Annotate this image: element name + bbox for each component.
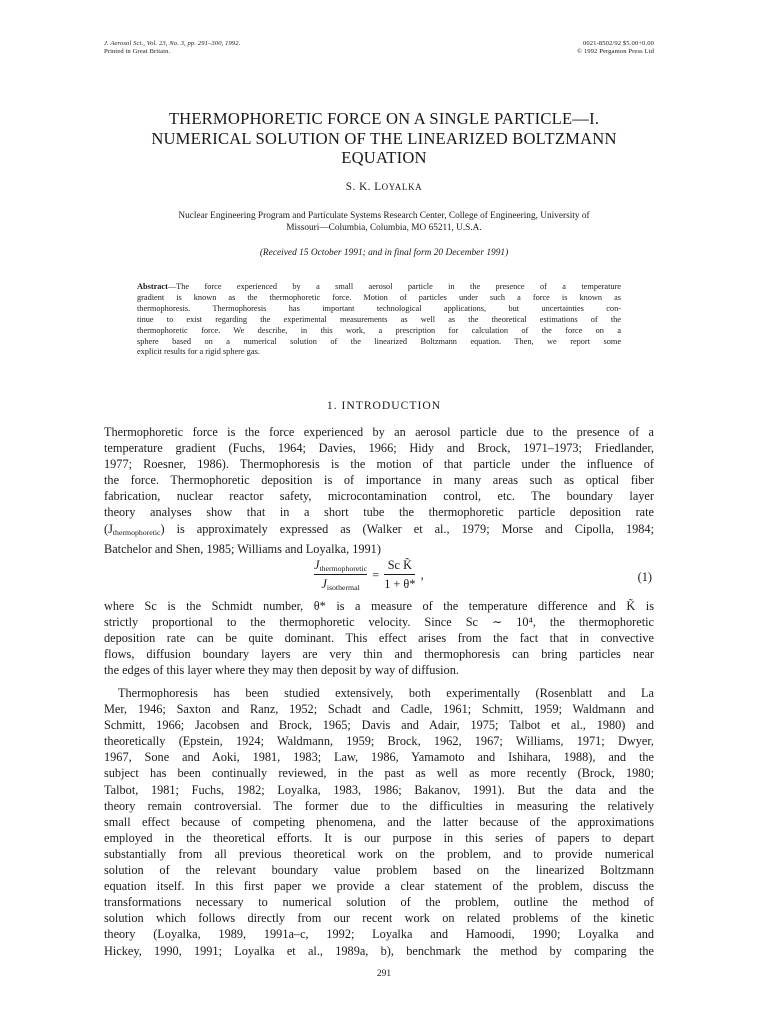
body-line xyxy=(104,521,654,541)
body-line: small effect because of competing phenomena, and the latter because of the approximations xyxy=(104,814,654,829)
title-line: THERMOPHORETIC FORCE ON A SINGLE PARTICLE—I. xyxy=(168,109,600,128)
body-line: deposition rate can be quite dominant. This effect arises from the fact that in convective xyxy=(104,631,654,646)
page-number: 291 xyxy=(376,969,392,979)
body-line: Thermophoresis has been studied extensively, both experimentally (Rosenblatt and La xyxy=(118,686,654,700)
line7-rest: ) is approximately expressed as (Walker et al., 1979; Morse and Cipolla, 1984; xyxy=(160,521,654,536)
abstract-line: thermophoresis. Thermophoresis has important technological applications, but uncertainties con- xyxy=(137,303,621,313)
body-line: Mer, 1946; Saxton and Ranz, 1952; Schadt and Cadle, 1961; Schmitt, 1959; Waldmann and xyxy=(104,702,654,717)
line7-open: (J xyxy=(104,521,113,536)
running-header-left xyxy=(104,40,240,57)
affiliation-line: Nuclear Engineering Program and Particulate Systems Research Center, College of Engineering, University of xyxy=(178,211,590,221)
abstract-label: Abstract xyxy=(137,282,168,291)
body-line: theory analyses show that in a short tube the thermophoretic particle deposition rate xyxy=(104,505,654,520)
equals-sign: = xyxy=(372,567,380,582)
equation-expression xyxy=(314,558,426,592)
body-line: the edges of this layer where they may then deposit by way of diffusion. xyxy=(104,663,459,678)
body-line: Hickey, 1990, 1991; Loyalka et al., 1989a, b), benchmark the method by comparing the xyxy=(104,943,654,958)
abstract-line: gradient is known as the thermophoretic force. Motion of particles under such a force is known as xyxy=(137,292,621,302)
body-line: equation itself. In this first paper we provide a clear statement of the problem, discuss the xyxy=(104,879,654,894)
body-line: theory remain controversial. The former due to the difficulties in measuring the relatively xyxy=(104,798,654,813)
abstract xyxy=(137,282,621,358)
received-dates xyxy=(0,248,768,258)
equation-1 xyxy=(104,558,654,598)
body-line: fabrication, nuclear reactor safety, microcontamination control, etc. The boundary layer xyxy=(104,489,654,504)
body-line: Talbot, 1981; Fuchs, 1982; Loyalka, 1983, 1986; Bakanov, 1991). But the data and the xyxy=(104,782,654,797)
lhs-numerator: $J_{thermophoretic}$ xyxy=(314,558,368,573)
body-line: strictly proportional to the thermophoretic velocity. Since Sc ∼ 10⁴, the thermophoretic xyxy=(104,615,654,630)
rhs-numerator: Sc K̃ xyxy=(384,558,415,575)
body-line: subject has been continually reviewed, in the past as well as more recently (Brock, 1980; xyxy=(104,766,654,781)
affiliation xyxy=(90,210,678,234)
abstract-line: thermophoretic force. We describe, in this work, a prescription for calculation of the force on a xyxy=(137,325,621,335)
rhs-denominator: 1 + θ* xyxy=(384,577,416,591)
issn-price: 0021-8502/92 $5.00+0.00 xyxy=(582,40,654,47)
line7-subscript: thermophoretic xyxy=(112,527,161,537)
body-line: temperature gradient (Fuchs, 1964; Davies, 1966; Hidy and Brock, 1971–1973; Friedlander, xyxy=(104,441,654,456)
body-line: Thermophoretic force is the force experienced by an aerosol particle due to the presence of a xyxy=(104,425,654,439)
received-text: (Received 15 October 1991; and in final form 20 December 1991) xyxy=(259,248,509,258)
title-line: EQUATION xyxy=(341,148,427,167)
abstract-line xyxy=(137,282,621,293)
body-line: Batchelor and Shen, 1985; Williams and Loyalka, 1991) xyxy=(104,541,381,556)
body-line: solution of the relevant boundary value problem based on the linearized Boltzmann xyxy=(104,863,654,878)
equation-number: (1) xyxy=(637,570,652,584)
equation-comma: , xyxy=(420,567,424,582)
abstract-line: sphere based on a numerical solution of the linearized Boltzmann equation. Then, we report some xyxy=(137,336,621,346)
body-line: theory (Loyalka, 1989, 1991a–c, 1992; Loyalka and Hamoodi, 1990; Loyalka and xyxy=(104,927,654,942)
journal-citation: J. Aerosol Sci., Vol. 23, No. 3, pp. 291–300, 1992. xyxy=(104,40,241,47)
paragraph-2 xyxy=(104,598,654,678)
body-line: the force. Thermophoretic deposition is of importance in many areas such as optical fiber xyxy=(104,473,654,488)
body-line: where Sc is the Schmidt number, θ* is a measure of the temperature difference and K̃ is xyxy=(104,599,654,613)
body-line: solution which follows directly from our recent work on related problems of the kinetic xyxy=(104,911,654,926)
title-line: NUMERICAL SOLUTION OF THE LINEARIZED BOLTZMANN xyxy=(151,128,617,148)
body-line: substantially from all previous theoretical work on the problem, and to provide numerical xyxy=(104,846,654,861)
body-line: employed in the theoretical efforts. It is our purpose in this series of papers to depart xyxy=(104,830,654,845)
section-heading: 1. INTRODUCTION xyxy=(326,399,442,412)
author-initials: S. K. L xyxy=(345,181,382,193)
abstract-text: —The force experienced by a small aerosol particle in the presence of a temperature xyxy=(167,282,621,291)
body-line: 1967, Sone and Aoki, 1981, 1983; Law, 1986, Yamamoto and Ishihara, 1988), and the xyxy=(104,750,654,765)
printed-in: Printed in Great Britain. xyxy=(104,48,171,56)
body-line: Schmitt, 1966; Jacobsen and Brock, 1965; Davis and Adair, 1975; Talbot et al., 1980) and xyxy=(104,718,654,733)
lhs-fraction xyxy=(314,558,367,592)
abstract-line: explicit results for a rigid sphere gas. xyxy=(137,347,260,357)
copyright: © 1992 Pergamon Press Ltd xyxy=(577,48,654,56)
author-surname: OYALKA xyxy=(381,182,423,192)
paper-title xyxy=(60,109,708,168)
affiliation-line: Missouri—Columbia, Columbia, MO 65211, U.S.A. xyxy=(286,223,482,233)
body-line: transformations necessary to numerical solution of the problem, outline the method of xyxy=(104,895,654,910)
abstract-line: tinue to exist regarding the experimental measurements as well as the theoretical estimations of the xyxy=(137,314,621,324)
body-line: flows, diffusion boundary layers are very thin and thermophoresis can bring particles near xyxy=(104,647,654,662)
running-header-right xyxy=(577,40,654,57)
lhs-denominator: $J_{isothermal}$ xyxy=(321,577,360,592)
paragraph-1 xyxy=(104,424,654,557)
paragraph-3 xyxy=(104,685,654,959)
rhs-fraction xyxy=(384,558,415,592)
author-name xyxy=(0,181,768,193)
body-line: theoretically (Epstein, 1924; Waldmann, 1959; Brock, 1962, 1967; Williams, 1971; Dwyer, xyxy=(104,734,654,749)
body-line: 1977; Roesner, 1986). Thermophoresis is the motion of that particle under the influence of xyxy=(104,457,654,472)
